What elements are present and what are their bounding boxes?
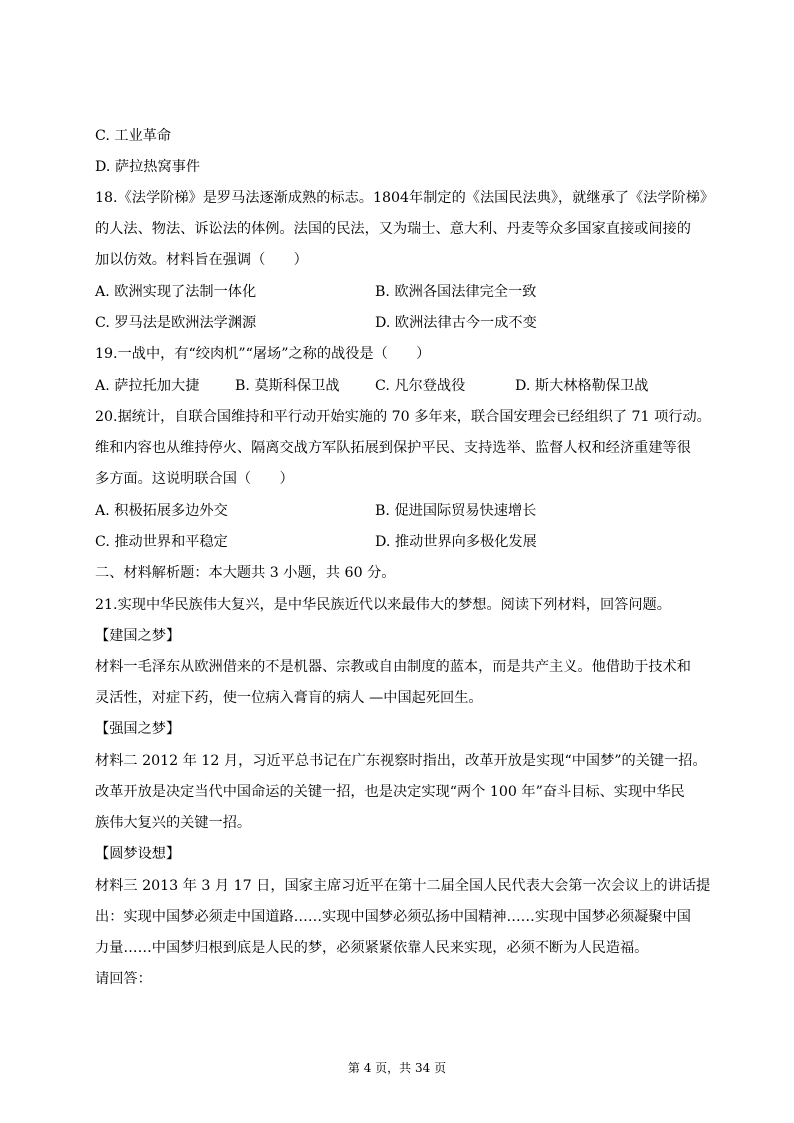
q18-option-a: A. 欧洲实现了法制一体化 xyxy=(95,284,257,300)
q21-heading-jianguo: 【建国之梦】 xyxy=(95,628,181,644)
q21-material3-line2: 出：实现中国梦必须走中国道路……实现中国梦必须弘扬中国精神……实现中国梦必须凝聚中国 xyxy=(95,909,691,925)
q21-material1-line2: 灵活性，对症下药，使一位病入膏肓的病人 —中国起死回生。 xyxy=(95,690,483,706)
q18-stem-line3: 加以仿效。材料旨在强调（ ） xyxy=(95,252,308,268)
q21-material1-line1: 材料一毛泽东从欧洲借来的不是机器、宗教或自由制度的蓝本，而是共产主义。他借助于技术和 xyxy=(95,659,691,675)
q19-stem: 19.一战中，有“绞肉机”“屠场”之称的战役是（ ） xyxy=(95,346,431,362)
q20-stem-line3: 多方面。这说明联合国（ ） xyxy=(95,471,294,487)
q19-option-a: A. 萨拉托加大捷 xyxy=(95,378,200,394)
q17-option-d: D. 萨拉热窝事件 xyxy=(95,159,201,175)
q21-material3-line3: 力量……中国梦归根到底是人民的梦，必须紧紧依靠人民来实现，必须不断为人民造福。 xyxy=(95,940,649,956)
q17-option-c: C. 工业革命 xyxy=(95,128,172,144)
q18-stem-line1: 18.《法学阶梯》是罗马法逐渐成熟的标志。1804年制定的《法国民法典》，就继承了《法学阶梯》 xyxy=(95,190,715,206)
q20-stem-line1: 20.据统计，自联合国维持和平行动开始实施的 70 多年来，联合国安理会已经组织了 71 项行动。 xyxy=(95,409,711,425)
q20-stem-line2: 维和内容也从维持停火、隔离交战方军队拓展到保护平民、支持选举、监督人权和经济重建等很 xyxy=(95,440,691,456)
q21-heading-yuanmeng: 【圆梦设想】 xyxy=(95,846,181,862)
q18-option-c: C. 罗马法是欧洲法学渊源 xyxy=(95,315,257,331)
q18-option-b: B. 欧洲各国法律完全一致 xyxy=(375,284,537,300)
q19-option-b: B. 莫斯科保卫战 xyxy=(235,378,340,394)
q18-option-d: D. 欧洲法律古今一成不变 xyxy=(375,315,537,331)
q21-material2-line2: 改革开放是决定当代中国命运的关键一招，也是决定实现“两个 100 年”奋斗目标、实现中华民 xyxy=(95,784,685,800)
q21-material3-line1: 材料三 2013 年 3 月 17 日，国家主席习近平在第十二届全国人民代表大会第一次会议上的讲话提 xyxy=(95,878,711,894)
q21-material2-line3: 族伟大复兴的关键一招。 xyxy=(95,815,252,831)
q21-answer-prompt: 请回答： xyxy=(95,971,152,987)
q21-material2-line1: 材料二 2012 年 12 月，习近平总书记在广东视察时指出，改革开放是实现“中国梦”的关键一招。 xyxy=(95,753,707,769)
q18-stem-line2: 的人法、物法、诉讼法的体例。法国的民法，又为瑞士、意大利、丹麦等众多国家直接或间接的 xyxy=(95,221,691,237)
q20-option-c: C. 推动世界和平稳定 xyxy=(95,534,228,550)
q20-option-b: B. 促进国际贸易快速增长 xyxy=(375,503,537,519)
q19-option-c: C. 凡尔登战役 xyxy=(375,378,466,394)
section2-heading: 二、材料解析题：本大题共 3 小题，共 60 分。 xyxy=(95,565,396,581)
q19-option-d: D. 斯大林格勒保卫战 xyxy=(515,378,649,394)
q20-option-d: D. 推动世界向多极化发展 xyxy=(375,534,537,550)
q21-intro: 21.实现中华民族伟大复兴，是中华民族近代以来最伟大的梦想。阅读下列材料，回答问题。 xyxy=(95,597,671,613)
q20-option-a: A. 积极拓展多边外交 xyxy=(95,503,228,519)
q21-heading-qiangguo: 【强国之梦】 xyxy=(95,721,181,737)
page-number: 第 4 页，共 34 页 xyxy=(347,1061,447,1075)
